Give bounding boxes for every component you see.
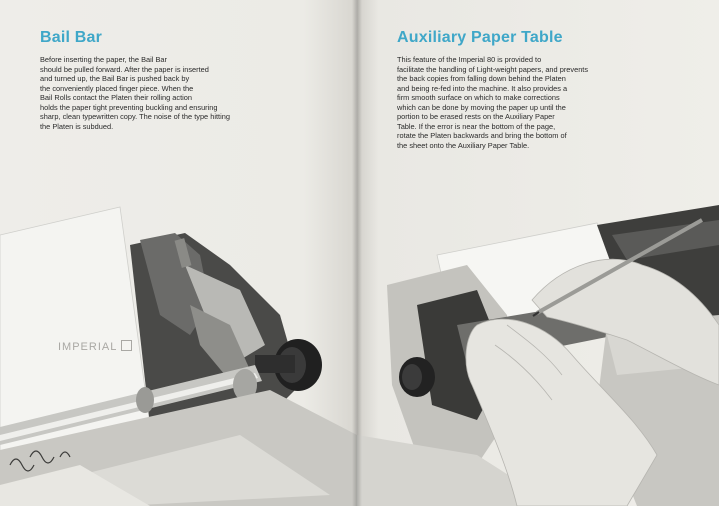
text-line: and turned up, the Bail Bar is pushed back by (40, 74, 190, 83)
body-paragraph (397, 55, 697, 150)
text-line: portion to be erased rests on the Auxiliary Paper (397, 112, 555, 121)
text-line: Table. If the error is near the bottom of the page, (397, 121, 556, 131)
text-line: Before inserting the paper, the Bail Bar (40, 55, 167, 64)
text-line: the Platen is subdued. (40, 121, 114, 131)
text-line: This feature of the Imperial 80 is provided to (397, 55, 542, 64)
text-line: the conveniently placed finger piece. When the (40, 83, 194, 93)
typewriter-bail-bar-photo (0, 195, 357, 506)
text-line: and being re-fed into the machine. It also provides a (397, 83, 568, 93)
left-page (0, 0, 357, 506)
text-line: should be pulled forward. After the paper is inserted (40, 64, 209, 74)
text-line: rotate the Platen backwards and bring the bottom of (397, 131, 567, 140)
text-line: which can be done by moving the paper up until the (397, 102, 566, 112)
text-line: holds the paper tight preventing buckling and ensuring (40, 102, 218, 112)
body-paragraph (40, 55, 340, 131)
text-line: the sheet onto the Auxiliary Paper Table. (397, 140, 530, 150)
text-line: facilitate the handling of Light-weight papers, and prevents (397, 64, 589, 74)
right-page (357, 0, 719, 506)
gutter-shadow (352, 0, 362, 506)
imperial-logo: IMPERIAL (58, 340, 132, 353)
text-line: firm smooth surface on which to make corrections (397, 93, 560, 102)
text-line: sharp, clean typewritten copy. The noise of the type hitting (40, 112, 230, 121)
text-line: Bail Rolls contact the Platen their rolling action (40, 93, 192, 102)
page-title: Auxiliary Paper Table (397, 29, 563, 46)
text-line: the back copies from falling down behind the Platen (397, 74, 566, 83)
page-title: Bail Bar (40, 29, 103, 46)
auxiliary-paper-table-photo (357, 205, 719, 506)
